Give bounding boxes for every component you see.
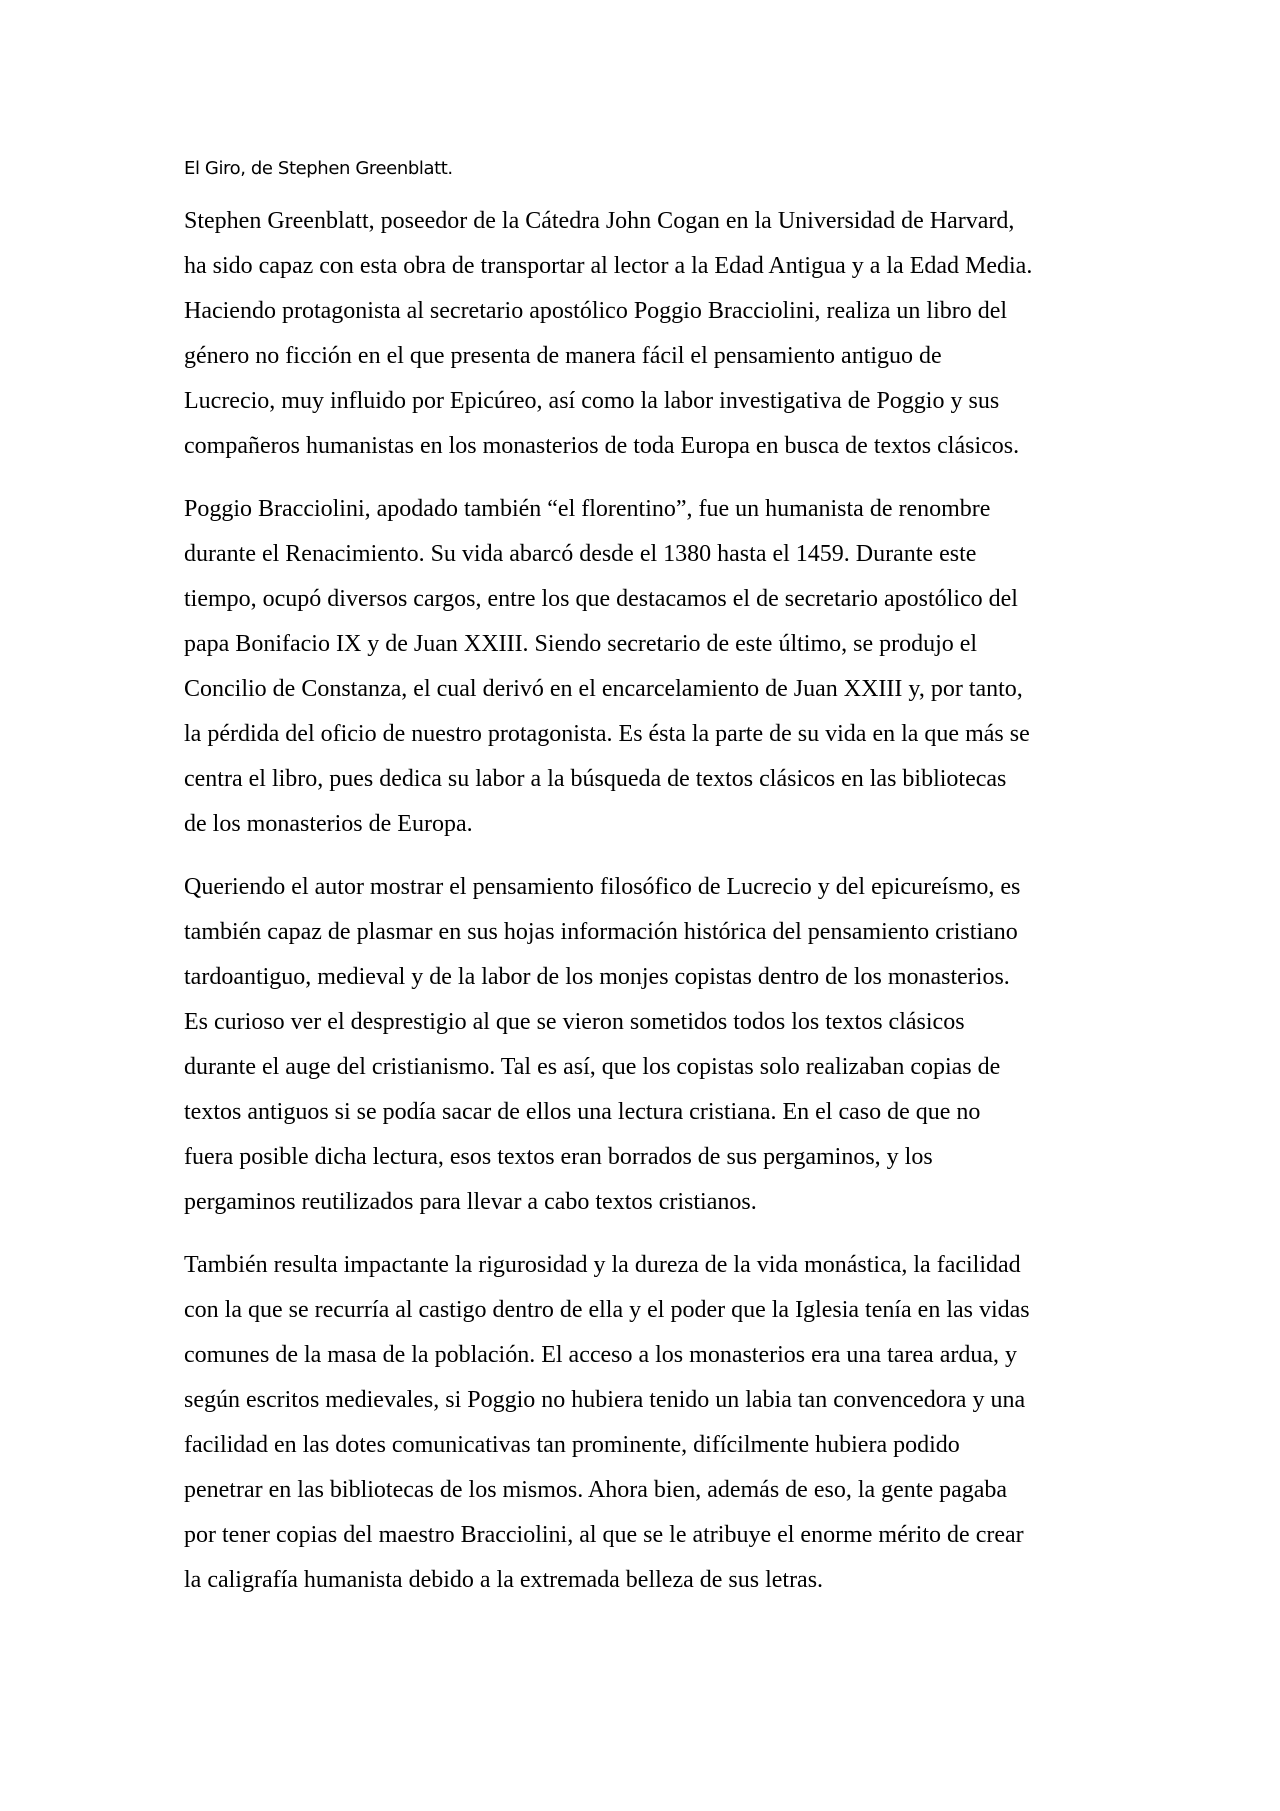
paragraph-monastic-life bbox=[184, 1243, 1104, 1603]
text-line: Lucrecio, muy influido por Epicúreo, así como la labor investigativa de Poggio y sus bbox=[184, 388, 1000, 414]
text-line: la caligrafía humanista debido a la extremada belleza de sus letras. bbox=[184, 1567, 824, 1593]
text-line: ha sido capaz con esta obra de transportar al lector a la Edad Antigua y a la Edad Media. bbox=[184, 253, 1033, 279]
text-line: también capaz de plasmar en sus hojas información histórica del pensamiento cristiano bbox=[184, 919, 1018, 945]
text-line: centra el libro, pues dedica su labor a la búsqueda de textos clásicos en las bibliotecas bbox=[184, 766, 1007, 792]
text-line: por tener copias del maestro Bracciolini, al que se le atribuye el enorme mérito de crear bbox=[184, 1522, 1024, 1548]
text-line: fuera posible dicha lectura, esos textos eran borrados de sus pergaminos, y los bbox=[184, 1144, 933, 1170]
text-line: durante el auge del cristianismo. Tal es así, que los copistas solo realizaban copias de bbox=[184, 1054, 1001, 1080]
text-line: de los monasterios de Europa. bbox=[184, 811, 473, 837]
paragraph-philosophy bbox=[184, 865, 1104, 1225]
text-line: compañeros humanistas en los monasterios de toda Europa en busca de textos clásicos. bbox=[184, 433, 1020, 459]
text-line: según escritos medievales, si Poggio no hubiera tenido un labia tan convencedora y una bbox=[184, 1387, 1026, 1413]
text-line: Stephen Greenblatt, poseedor de la Cátedra John Cogan en la Universidad de Harvard, bbox=[184, 208, 1015, 234]
text-line: papa Bonifacio IX y de Juan XXIII. Siendo secretario de este último, se produjo el bbox=[184, 631, 978, 657]
document-body bbox=[184, 154, 1104, 1621]
text-line: tardoantiguo, medieval y de la labor de los monjes copistas dentro de los monasterios. bbox=[184, 964, 1010, 990]
text-line: género no ficción en el que presenta de manera fácil el pensamiento antiguo de bbox=[184, 343, 942, 369]
text-line: Es curioso ver el desprestigio al que se vieron sometidos todos los textos clásicos bbox=[184, 1009, 965, 1035]
text-line: También resulta impactante la rigurosidad y la dureza de la vida monástica, la facilidad bbox=[184, 1252, 1021, 1278]
text-line: penetrar en las bibliotecas de los mismos. Ahora bien, además de eso, la gente pagaba bbox=[184, 1477, 1008, 1503]
paragraph-intro bbox=[184, 199, 1104, 469]
text-line: pergaminos reutilizados para llevar a cabo textos cristianos. bbox=[184, 1189, 757, 1215]
text-line: Haciendo protagonista al secretario apostólico Poggio Bracciolini, realiza un libro del bbox=[184, 298, 1008, 324]
text-line: Concilio de Constanza, el cual derivó en el encarcelamiento de Juan XXIII y, por tanto, bbox=[184, 676, 1023, 702]
text-line: Poggio Bracciolini, apodado también “el florentino”, fue un humanista de renombre bbox=[184, 496, 991, 522]
text-line: textos antiguos si se podía sacar de ellos una lectura cristiana. En el caso de que no bbox=[184, 1099, 981, 1125]
text-line: con la que se recurría al castigo dentro de ella y el poder que la Iglesia tenía en las vidas bbox=[184, 1297, 1030, 1323]
text-line: la pérdida del oficio de nuestro protagonista. Es ésta la parte de su vida en la que más se bbox=[184, 721, 1030, 747]
document-title: El Giro, de Stephen Greenblatt. bbox=[184, 158, 453, 179]
text-line: tiempo, ocupó diversos cargos, entre los que destacamos el de secretario apostólico del bbox=[184, 586, 1018, 612]
text-line: comunes de la masa de la población. El acceso a los monasterios era una tarea ardua, y bbox=[184, 1342, 1017, 1368]
paragraph-biography bbox=[184, 487, 1104, 847]
text-line: durante el Renacimiento. Su vida abarcó desde el 1380 hasta el 1459. Durante este bbox=[184, 541, 977, 567]
text-line: Queriendo el autor mostrar el pensamiento filosófico de Lucrecio y del epicureísmo, es bbox=[184, 874, 1021, 900]
text-line: facilidad en las dotes comunicativas tan prominente, difícilmente hubiera podido bbox=[184, 1432, 960, 1458]
